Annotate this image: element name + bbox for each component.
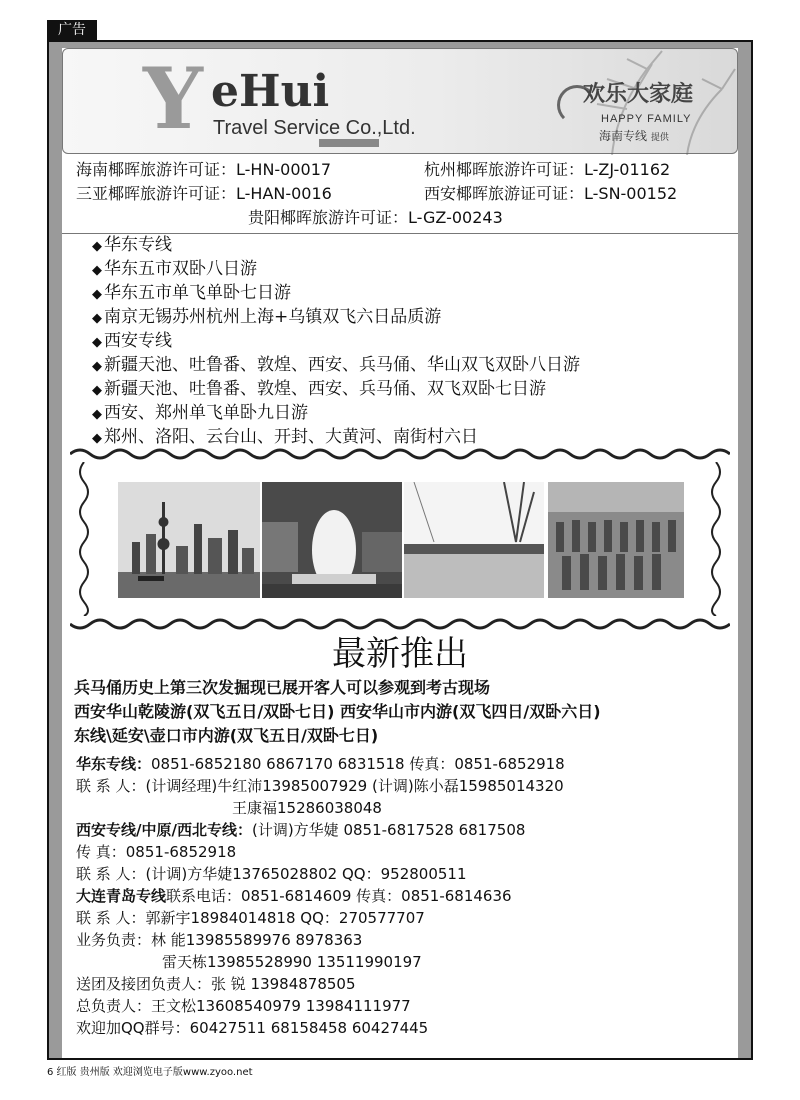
diamond-bullet-icon: ◆ xyxy=(92,383,102,398)
contact-line-xian: 西安专线/中原/西北专线：(计调)方华婕 0851-6817528 6817508 xyxy=(76,821,526,839)
diamond-bullet-icon: ◆ xyxy=(92,407,102,422)
license-xian: 西安椰晖旅游证可证：L-SN-00152 xyxy=(424,184,678,203)
happy-family-en: HAPPY FAMILY xyxy=(601,113,692,125)
route-item: ◆ 华东五市双卧八日游 xyxy=(92,259,257,279)
diamond-bullet-icon: ◆ xyxy=(92,335,102,350)
diamond-bullet-icon: ◆ xyxy=(92,311,102,326)
ornament-border-left xyxy=(76,462,92,616)
ad-tag: 广告 xyxy=(47,20,97,40)
logo-subtitle: Travel Service Co.,Ltd. xyxy=(213,117,416,139)
route-item: ◆ 西安、郑州单飞单卧九日游 xyxy=(92,403,308,423)
license-hangzhou: 杭州椰晖旅游许可证：L-ZJ-01162 xyxy=(424,160,671,179)
contact-line: 王康福15286038048 xyxy=(232,799,382,817)
route-item: ◆ 西安专线 xyxy=(92,331,172,351)
lake-landscape-photo xyxy=(404,482,544,598)
contact-line: 联 系 人：(计调经理)牛红沛13985007929 (计调)陈小磊15985014320 xyxy=(76,777,564,795)
ornament-border-top xyxy=(70,446,730,462)
photo-row xyxy=(118,482,684,598)
route-item: ◆ 新疆天池、吐鲁番、敦煌、西安、兵马俑、双飞双卧七日游 xyxy=(92,379,546,399)
license-hainan: 海南椰晖旅游许可证：L-HN-00017 xyxy=(76,160,332,179)
terracotta-army-photo xyxy=(548,482,684,598)
dome-building-photo xyxy=(262,482,402,598)
contact-line-dalian: 大连青岛专线联系电话：0851-6814609 传真：0851-6814636 xyxy=(76,887,512,905)
shanghai-skyline-photo xyxy=(118,482,260,598)
route-item: ◆ 华东专线 xyxy=(92,235,172,255)
route-item: ◆ 华东五市单飞单卧七日游 xyxy=(92,283,291,303)
provided-by: 提供 xyxy=(650,133,669,143)
logo-brand-name: eHui xyxy=(211,66,330,117)
contact-line: 雷天栋13985528990 13511990197 xyxy=(162,953,422,971)
diamond-bullet-icon: ◆ xyxy=(92,431,102,446)
page-footer: 6 红版 贵州版 欢迎浏览电子版www.zyoo.net xyxy=(47,1067,253,1078)
hero-title: 最新推出 xyxy=(332,634,468,674)
license-sanya: 三亚椰晖旅游许可证：L-HAN-0016 xyxy=(76,184,332,203)
route-item: ◆ 南京无锡苏州杭州上海+乌镇双飞六日品质游 xyxy=(92,307,442,327)
promo-line: 兵马俑历史上第三次发掘现已展开客人可以参观到考古现场 xyxy=(74,678,491,697)
photo-strip xyxy=(70,446,730,632)
license-block xyxy=(62,158,738,234)
ornament-border-bottom xyxy=(70,616,730,632)
promo-line: 东线\延安\壶口市内游(双飞五日/双卧七日) xyxy=(74,726,379,745)
contact-line: 业务负责：林 能13985589976 8978363 xyxy=(76,931,363,949)
contact-line: 总负责人：王文松13608540979 13984111977 xyxy=(76,997,411,1015)
contact-line: 送团及接团负责人：张 锐 13984878505 xyxy=(76,975,356,993)
diamond-bullet-icon: ◆ xyxy=(92,359,102,374)
route-item: ◆ 郑州、洛阳、云台山、开封、大黄河、南街村六日 xyxy=(92,427,478,447)
contact-line: 联 系 人：(计调)方华婕13765028802 QQ：952800511 xyxy=(76,865,467,883)
ad-content xyxy=(62,48,738,1058)
license-guiyang: 贵阳椰晖旅游许可证：L-GZ-00243 xyxy=(248,208,503,227)
contact-line: 传 真：0851-6852918 xyxy=(76,843,237,861)
route-item: ◆ 新疆天池、吐鲁番、敦煌、西安、兵马俑、华山双飞双卧八日游 xyxy=(92,355,580,375)
logo-y-letter: Y xyxy=(143,49,203,148)
diamond-bullet-icon: ◆ xyxy=(92,263,102,278)
happy-family-title: 欢乐大家庭 xyxy=(583,82,694,107)
logo-band xyxy=(62,48,738,154)
promo-line: 西安华山乾陵游(双飞五日/双卧七日) 西安华山市内游(双飞四日/双卧六日) xyxy=(74,702,601,721)
contact-line-qq: 欢迎加QQ群号：60427511 68158458 60427445 xyxy=(76,1019,429,1037)
ornament-border-right xyxy=(708,462,724,616)
happy-family-logo xyxy=(563,79,713,149)
diamond-bullet-icon: ◆ xyxy=(92,239,102,254)
happy-family-cn: 海南专线 提供 xyxy=(599,129,669,143)
contact-line: 联 系 人：郭新宇18984014818 QQ：270577707 xyxy=(76,909,425,927)
diamond-bullet-icon: ◆ xyxy=(92,287,102,302)
contact-line-east: 华东专线：0851-6852180 6867170 6831518 传真：0851-6852918 xyxy=(76,755,565,773)
logo-bar xyxy=(319,139,379,147)
